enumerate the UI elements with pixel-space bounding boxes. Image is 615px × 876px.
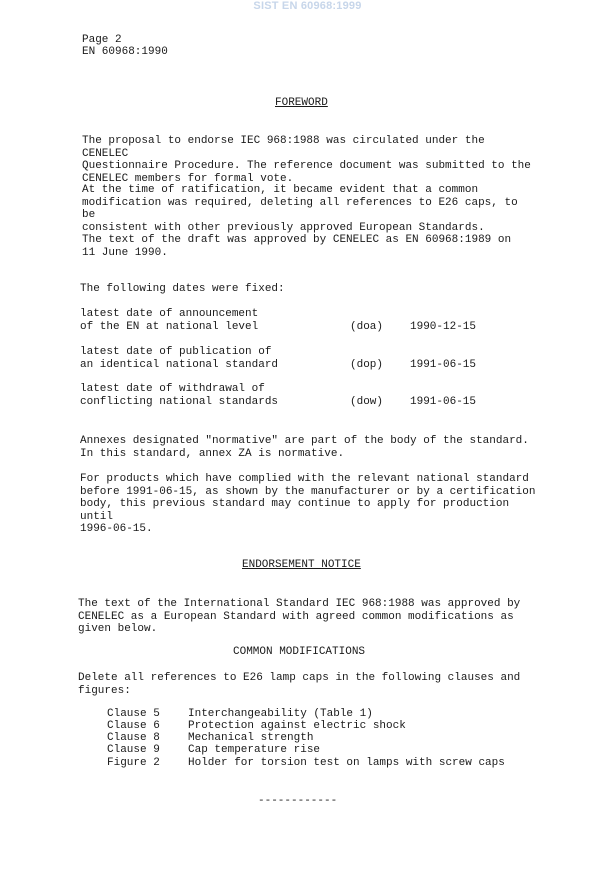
- clause-ref: Clause 6: [107, 720, 160, 732]
- foreword-paragraph-1: The proposal to endorse IEC 968:1988 was circulated under the CENELEC Questionnaire Procedure. The reference document was submitted to the CENELEC members for formal vote.: [82, 135, 531, 185]
- date-value: 1991-06-15: [410, 358, 477, 371]
- dates-intro: The following dates were fixed:: [80, 283, 285, 295]
- date-value: 1990-12-15: [410, 320, 477, 333]
- foreword-paragraph-3: The text of the draft was approved by CENELEC as EN 60968:1989 on 11 June 1990.: [82, 234, 512, 259]
- clause-row: [107, 744, 527, 756]
- endorsement-heading: ENDORSEMENT NOTICE: [242, 559, 361, 571]
- clause-row: [107, 708, 527, 720]
- date-abbreviation: (dop): [350, 358, 384, 371]
- document-number: EN 60968:1990: [82, 46, 168, 58]
- clause-ref: Clause 5: [107, 708, 160, 720]
- foreword-paragraph-2: At the time of ratification, it became evident that a common modification was required, deleting all references to E26 caps, to be consistent with other previously approved European Standards.: [82, 184, 518, 234]
- clause-title: Interchangeability (Table 1): [188, 708, 373, 720]
- clause-ref: Clause 9: [107, 744, 160, 756]
- clause-ref: Clause 8: [107, 732, 160, 744]
- clause-title: Holder for torsion test on lamps with screw caps: [188, 757, 505, 769]
- end-rule: ------------: [258, 795, 338, 807]
- clause-row: [107, 757, 527, 769]
- date-abbreviation: (dow): [350, 395, 384, 408]
- endorsement-paragraph: The text of the International Standard IEC 968:1988 was approved by CENELEC as a European Standard with agreed common modifications as given below.: [78, 598, 521, 635]
- clause-row: [107, 720, 527, 732]
- date-value: 1991-06-15: [410, 395, 477, 408]
- date-description: latest date of publication of an identical national standard: [80, 346, 279, 371]
- annexes-paragraph: Annexes designated "normative" are part of the body of the standard. In this standard, annex ZA is normative.: [80, 435, 529, 460]
- common-modifications-heading: COMMON MODIFICATIONS: [233, 646, 366, 658]
- products-paragraph: For products which have complied with the relevant national standard before 1991-06-15, as shown by the manufacturer or by a certification body, this previous standard may continue to apply for production until 1996-06-15.: [80, 473, 536, 535]
- foreword-heading: FOREWORD: [275, 97, 328, 109]
- common-modifications-intro: Delete all references to E26 lamp caps in the following clauses and figures:: [78, 672, 521, 697]
- date-abbreviation: (doa): [350, 320, 384, 333]
- clause-title: Protection against electric shock: [188, 720, 406, 732]
- date-description: latest date of announcement of the EN at national level: [80, 308, 259, 333]
- clause-title: Cap temperature rise: [188, 744, 321, 756]
- clause-row: [107, 732, 527, 744]
- clause-title: Mechanical strength: [188, 732, 314, 744]
- page-number: Page 2: [82, 34, 122, 46]
- watermark: SIST EN 60968:1999: [253, 0, 362, 12]
- clause-ref: Figure 2: [107, 757, 160, 769]
- date-description: latest date of withdrawal of conflicting national standards: [80, 383, 279, 408]
